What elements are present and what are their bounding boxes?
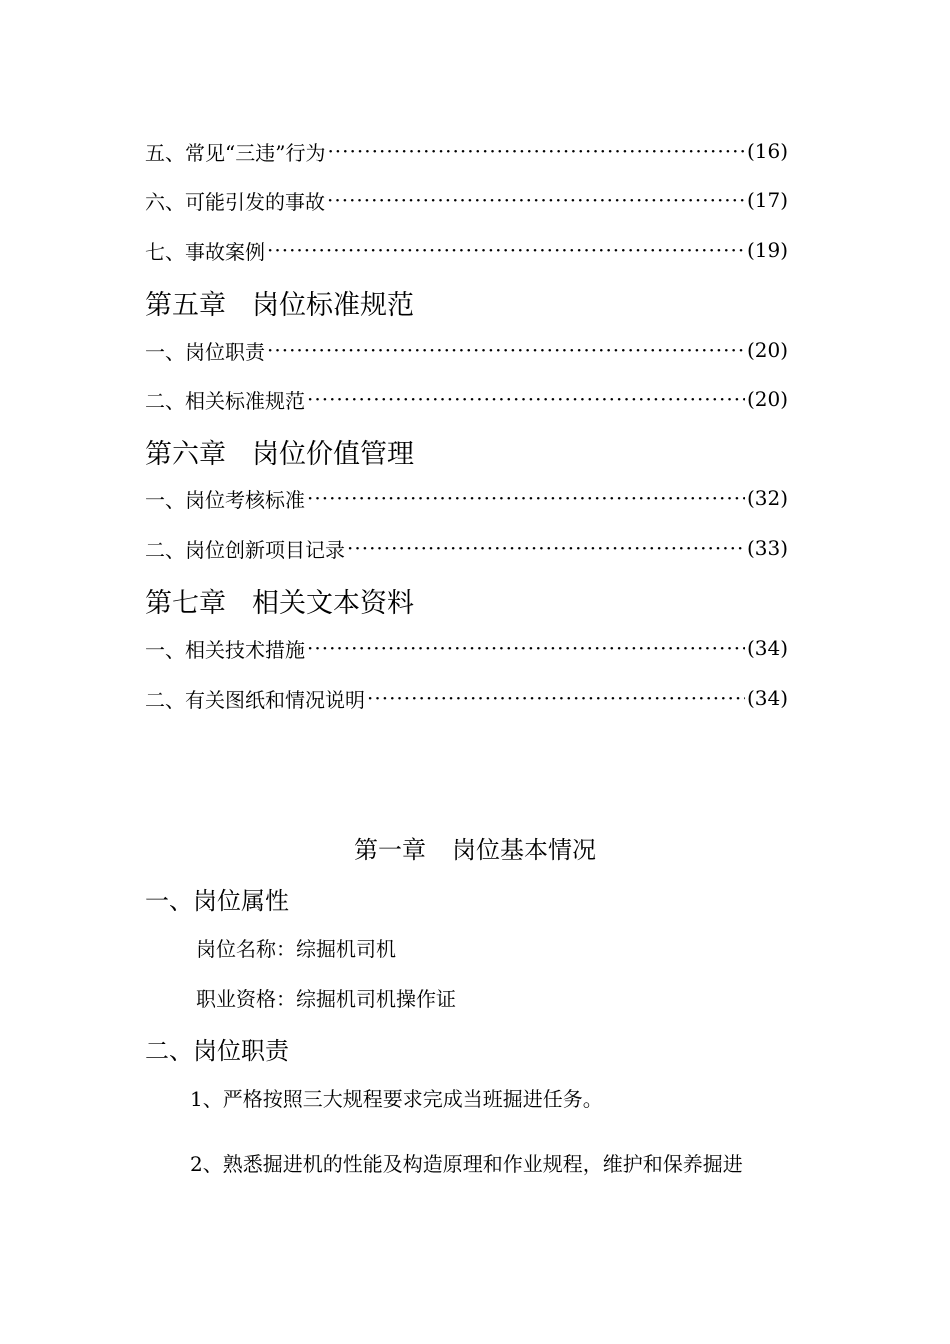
toc-entry: [145, 682, 788, 714]
toc-entry-page: (19): [746, 238, 788, 262]
toc-entry-label: 二、岗位创新项目记录: [145, 537, 345, 562]
toc-entry-page: (32): [746, 486, 788, 510]
toc-entry: [145, 184, 788, 216]
section-heading: 二、岗位职责: [145, 1037, 289, 1065]
toc-leader-dots: [307, 636, 745, 660]
toc-entry: [145, 135, 788, 167]
toc-entry-label: 六、可能引发的事故: [145, 189, 325, 214]
toc-entry-page: (33): [746, 536, 788, 560]
toc-entry-page: (17): [746, 188, 788, 212]
chapter-number: 第一章: [354, 836, 426, 864]
toc-leader-dots: [347, 536, 745, 560]
toc-entry-page: (20): [746, 387, 788, 411]
chapter-number: 第五章: [145, 290, 226, 321]
toc-chapter-heading: [145, 581, 414, 620]
chapter-title: 岗位价值管理: [252, 439, 414, 470]
chapter-number: 第七章: [145, 588, 226, 619]
duty-item: 2、熟悉掘进机的性能及构造原理和作业规程，维护和保养掘进: [190, 1152, 743, 1176]
toc-entry: [145, 334, 788, 366]
toc-entry: [145, 234, 788, 266]
toc-leader-dots: [367, 686, 745, 710]
chapter-heading: [0, 830, 950, 865]
toc-chapter-heading: [145, 283, 414, 322]
toc-entry: [145, 482, 788, 514]
toc-leader-dots: [307, 387, 745, 411]
toc-leader-dots: [327, 139, 744, 163]
toc-entry: [145, 632, 788, 664]
toc-entry-label: 二、相关标准规范: [145, 388, 305, 413]
toc-entry-label: 一、相关技术措施: [145, 637, 305, 662]
toc-entry: [145, 383, 788, 415]
toc-entry-label: 五、常见“三违”行为: [145, 140, 326, 165]
qualification-field: 职业资格：综掘机司机操作证: [196, 987, 456, 1011]
toc-entry-label: 一、岗位考核标准: [145, 487, 305, 512]
position-name-field: 岗位名称：综掘机司机: [196, 937, 396, 961]
toc-entry: [145, 532, 788, 564]
chapter-title: 岗位标准规范: [252, 290, 414, 321]
toc-entry-label: 七、事故案例: [145, 239, 265, 264]
duty-item: 1、严格按照三大规程要求完成当班掘进任务。: [190, 1087, 603, 1111]
chapter-number: 第六章: [145, 439, 226, 470]
toc-leader-dots: [327, 188, 745, 212]
toc-entry-label: 二、有关图纸和情况说明: [145, 687, 365, 712]
toc-leader-dots: [307, 486, 745, 510]
toc-chapter-heading: [145, 432, 414, 471]
toc-entry-page: (34): [746, 636, 788, 660]
chapter-title: 岗位基本情况: [452, 836, 596, 864]
section-heading: 一、岗位属性: [145, 887, 289, 915]
toc-entry-page: (16): [746, 139, 788, 163]
toc-entry-page: (34): [746, 686, 788, 710]
toc-entry-label: 一、岗位职责: [145, 339, 265, 364]
chapter-title: 相关文本资料: [252, 588, 414, 619]
toc-entry-page: (20): [746, 338, 788, 362]
toc-leader-dots: [267, 238, 745, 262]
toc-leader-dots: [267, 338, 745, 362]
